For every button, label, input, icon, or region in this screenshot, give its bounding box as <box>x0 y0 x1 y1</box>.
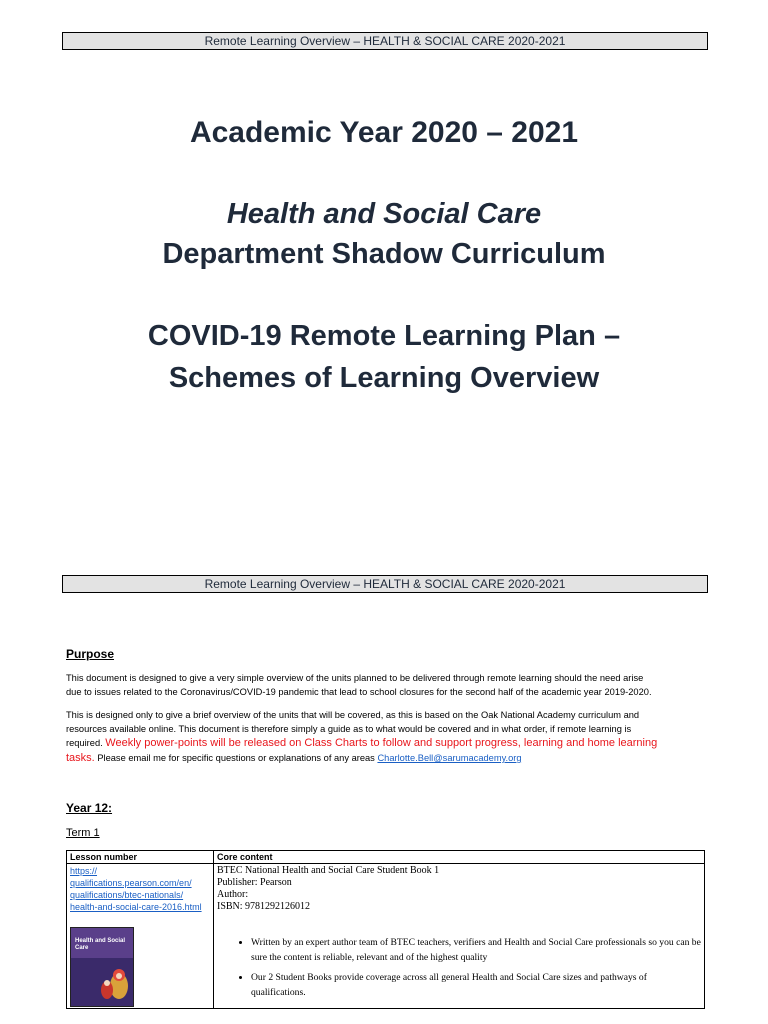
plan-title-line1: COVID-19 Remote Learning Plan – <box>147 320 621 352</box>
year12-heading: Year 12: <box>66 801 113 815</box>
subject-title: Health and Social Care <box>226 198 542 230</box>
plan-title-line2: Schemes of Learning Overview <box>168 362 600 394</box>
publisher: Publisher: Pearson <box>217 877 292 888</box>
academic-year-title: Academic Year 2020 – 2021 <box>189 116 579 149</box>
book-title: BTEC National Health and Social Care Student Book 1 <box>217 865 440 876</box>
pearson-link-line[interactable]: health-and-social-care-2016.html <box>70 902 202 912</box>
header-banner: Remote Learning Overview – HEALTH & SOCIAL CARE 2020-2021 <box>62 32 708 50</box>
purpose-paragraph-1: This document is designed to give a very simple overview of the units planned to be delivered through remote learning should the need arise due to issues related to the Coronavirus/COVID-19 pandemic that lead to school closures for the second half of the academic year 2019-2020. <box>66 673 652 697</box>
page2-banner: Remote Learning Overview – HEALTH & SOCIAL CARE 2020-2021 <box>62 575 708 593</box>
purpose-heading: Purpose <box>66 647 115 661</box>
list-item: • Our 2 Student Books provide coverage across all general Health and Social Care sizes and pathways of qualifications. <box>251 970 701 1000</box>
term-label: Term 1 <box>66 827 100 839</box>
resource-cell <box>67 864 214 1009</box>
author: Author: <box>217 889 249 900</box>
email-link[interactable]: Charlotte.Bell@sarumacademy.org <box>377 753 522 763</box>
lesson-number-header: Lesson number <box>67 851 214 864</box>
isbn: ISBN: 9781292126012 <box>217 901 311 912</box>
list-item: • Written by an expert author team of BTEC teachers, verifiers and Health and Social Care professionals so you can be sure the content is reliable, relevant and of the highest quality <box>251 935 701 965</box>
pearson-link-line[interactable]: qualifications.pearson.com/en/ <box>70 878 192 888</box>
pearson-link-line[interactable]: https:// <box>70 866 98 876</box>
department-title: Department Shadow Curriculum <box>162 238 606 270</box>
core-content-cell <box>214 864 705 1009</box>
red-note-end: tasks. <box>66 752 95 764</box>
red-note: Weekly power-points will be released on Class Charts to follow and support progress, learning and home learning <box>105 737 658 749</box>
purpose-paragraph-2: This is designed only to give a brief overview of the units that will be covered, as this is based on the Oak National Academy curriculum and resources available online. This document is therefore simply a guide as to what would be covered and in what order, if remote learning is required. Weekly power-points will be released on Class Charts to follow and support progress, learning and home learning tasks. Please email me for specific questions or explanations of any areas Charlotte.Bell@sarumacademy.org <box>66 710 658 764</box>
dolls-icon <box>99 960 129 1000</box>
pearson-link-line[interactable]: qualifications/btec-nationals/ <box>70 890 184 900</box>
book-cover-image: Health and Social Care <box>70 927 134 1007</box>
core-content-header: Core content <box>214 851 705 864</box>
book-bullets <box>217 935 701 1000</box>
scheme-table <box>66 850 705 1009</box>
